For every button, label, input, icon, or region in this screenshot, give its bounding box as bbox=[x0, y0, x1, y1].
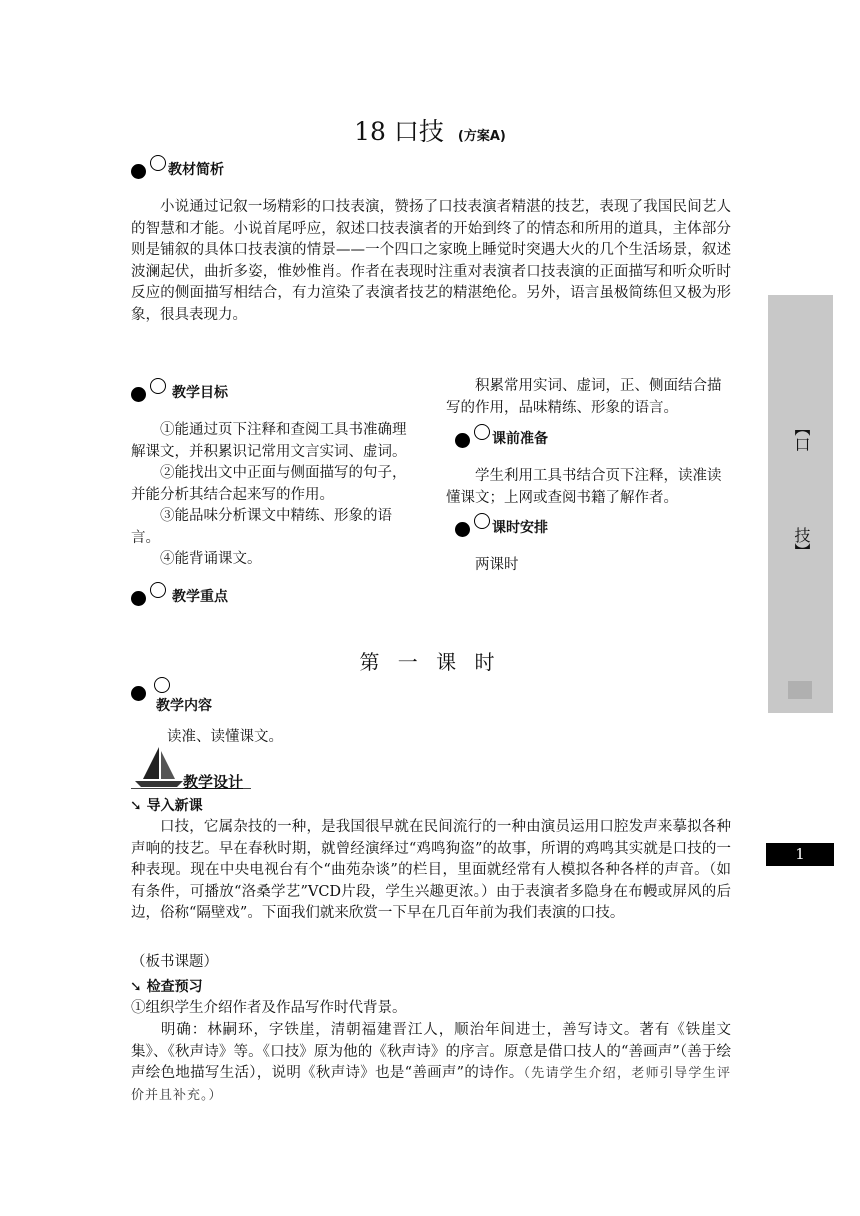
side-tab-top: 【口 bbox=[792, 420, 811, 452]
bullet-dot-icon bbox=[131, 591, 146, 606]
sailboat-icon bbox=[131, 745, 187, 789]
bullet-ring-icon bbox=[474, 513, 490, 529]
analysis-paragraph: 小说通过记叙一场精彩的口技表演，赞扬了口技表演者精湛的技艺，表现了我国民间艺人的智慧和才能。小说首尾呼应，叙述口技表演者的开始到终了的情态和所用的道具，主体部分则是铺叙的具体口技表演的情景——一个四口之家晚上睡觉时突遇大火的几个生活场景，叙述波澜起伏，曲折多姿，惟妙惟肖。作者在表现时注重对表演者口技表演的正面描写和听众听时反应的侧面描写相结合，有力渲染了表演者技艺的精湛绝伦。另外，语言虽极简练但又极为形象，很具表现力。 bbox=[131, 199, 731, 323]
goals-list bbox=[131, 420, 417, 571]
title-subtitle: (方案A) bbox=[457, 129, 506, 144]
prep-text bbox=[446, 466, 732, 509]
intro-paragraph: 口技，它属杂技的一种，是我国很早就在民间流行的一种由演员运用口腔发声来摹拟各种声响的技艺。早在春秋时期，就曾经演绎过“鸡鸣狗盗”的故事，所谓的鸡鸣其实就是口技的一种表现。现在中央电视台有个“曲苑杂谈”的栏目，里面就经常有人模拟各种各样的声音。（如有条件，可播放“洛桑学艺”VCD片段，学生兴趣更浓。）由于表演者多隐身在布幔或屏风的后边，俗称“隔壁戏”。下面我们就来欣赏一下早在几百年前为我们表演的口技。 bbox=[131, 819, 731, 921]
prep-paragraph: 学生利用工具书结合页下注释，读准读懂课文；上网或查阅书籍了解作者。 bbox=[446, 468, 722, 506]
bullet-dot-icon bbox=[455, 433, 470, 448]
prep-heading: 课前准备 bbox=[492, 431, 548, 447]
page-title bbox=[0, 112, 860, 148]
key-text bbox=[446, 376, 732, 419]
design-heading: 教学设计 bbox=[183, 773, 244, 791]
lesson-title: 第 一 课 时 bbox=[359, 650, 501, 674]
goal-item: ④能背诵课文。 bbox=[160, 551, 262, 567]
schedule-text bbox=[446, 555, 732, 577]
goal-item: ②能找出文中正面与侧面描写的句子，并能分析其结合起来写的作用。 bbox=[131, 465, 407, 503]
goal-item: ①能通过页下注释和查阅工具书准确理解课文，并积累识记常用文言实词、虚词。 bbox=[131, 422, 407, 460]
section-heading-schedule bbox=[455, 517, 548, 537]
bullet-dot-icon bbox=[455, 522, 470, 537]
page-number: 1 bbox=[766, 843, 834, 866]
section-heading-analysis bbox=[131, 159, 224, 179]
side-tab-bottom: 技】 bbox=[792, 527, 811, 559]
check-paragraph: 明确：林嗣环，字铁崖，清朝福建晋江人，顺治年间进士，善写诗文。著有《铁崖文集》、《秋声诗》等。《口技》原为他的《秋声诗》的序言。原意是借口技人的“善画声”（善于绘声绘色地描写生活），说明《秋声诗》也是“善画声”的诗作。（先请学生介绍，老师引导学生评价并且补充。） bbox=[131, 1022, 731, 1103]
bullet-ring-icon bbox=[474, 424, 490, 440]
key-heading: 教学重点 bbox=[172, 589, 228, 605]
schedule-paragraph: 两课时 bbox=[475, 557, 519, 573]
key-paragraph: 积累常用实词、虚词，正、侧面结合描写的作用，品味精练、形象的语言。 bbox=[446, 378, 722, 416]
goals-heading: 教学目标 bbox=[172, 385, 228, 401]
bullet-dot-icon bbox=[131, 686, 146, 701]
content-heading: 教学内容 bbox=[156, 698, 212, 714]
board-note: （板书课题） bbox=[131, 954, 218, 970]
arrow-icon: ➘ bbox=[130, 979, 142, 995]
goal-item: ③能品味分析课文中精练、形象的语言。 bbox=[131, 508, 392, 546]
bullet-ring-icon bbox=[150, 582, 166, 598]
check-heading: ➘ 检查预习 bbox=[130, 979, 203, 995]
check-item: ①组织学生介绍作者及作品写作时代背景。 bbox=[131, 1000, 407, 1016]
bullet-ring-icon bbox=[150, 378, 166, 394]
title-text: 18 口技 bbox=[354, 117, 444, 146]
bullet-ring-icon bbox=[150, 155, 166, 171]
content-text: 读准、读懂课文。 bbox=[167, 729, 283, 745]
arrow-icon: ➘ bbox=[130, 798, 142, 814]
side-tab bbox=[768, 295, 833, 713]
bullet-dot-icon bbox=[131, 164, 146, 179]
side-tab-square bbox=[788, 681, 812, 699]
bullet-ring-icon bbox=[154, 677, 170, 693]
analysis-heading: 教材简析 bbox=[168, 162, 224, 178]
schedule-heading: 课时安排 bbox=[492, 520, 548, 536]
section-heading-content bbox=[131, 681, 228, 714]
intro-heading: ➘ 导入新课 bbox=[130, 798, 203, 814]
bullet-dot-icon bbox=[131, 387, 146, 402]
section-heading-goals bbox=[131, 382, 228, 402]
section-heading-key bbox=[131, 586, 228, 606]
section-heading-prep bbox=[455, 428, 548, 448]
